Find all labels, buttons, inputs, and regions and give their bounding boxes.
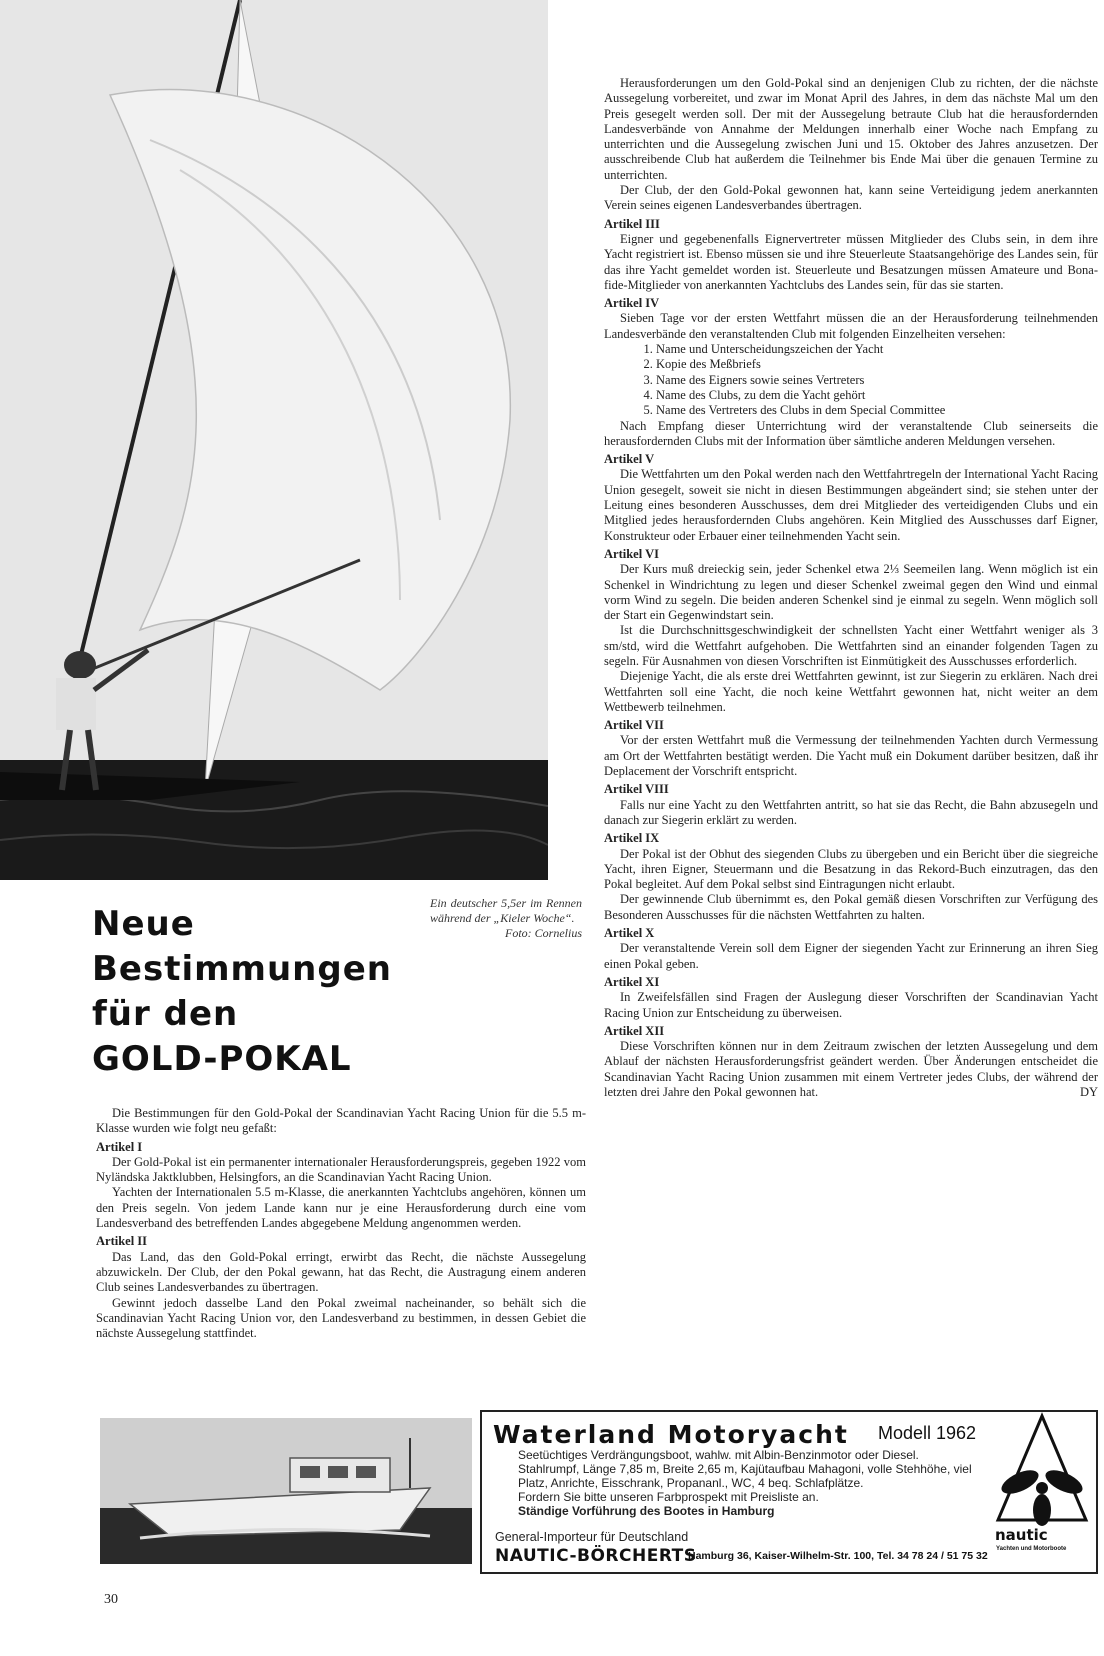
article-heading: Artikel XI	[604, 974, 660, 989]
sailing-photo-illustration	[0, 0, 548, 880]
logo-word: nautic	[995, 1526, 1048, 1544]
article-heading: Artikel II	[96, 1234, 148, 1249]
article-paragraph: Der Kurs muß dreieckig sein, jeder Schenkel etwa 2⅓ Seemeilen lang. Wenn möglich ist ein Schenkel in Windrichtung zu legen und dieser Schenkel zweimal gegen den Wind und einmal vorm Wind zu segeln. Die beiden anderen Schenkel sind je einmal zu segeln. Wenn möglich soll der Start ein Gegenwindstart sein.	[604, 562, 1098, 623]
article-paragraph: Das Land, das den Gold-Pokal erringt, erwirbt das Recht, die nächste Aussegelung abzuwickeln. Der Club, der den Pokal gewann, hat das Recht, die Austragung einem anderen Club seines Landesverbandes zu übertragen.	[96, 1249, 586, 1295]
article-paragraph	[604, 1039, 1098, 1100]
article-paragraph: Herausforderungen um den Gold-Pokal sind an denjenigen Club zu richten, der die nächste Aussegelung vorbereitet, und zwar im Monat April des Jahres, in dem das nächste Mal um den Preis gesegelt werden soll. Der mit der Aussegelung betraute Club hat die herausfordernden Landesverbände von Annahme der Meldungen innerhalb einer Woche nach Empfang zu unterrichten und die Aussegelung zwischen Juni und 15. Oktober des Jahres anzusetzen. Der ausschreibende Club hat außerdem die Teilnehmer bis Ende Mai über die genauen Termine zu unterrichten.	[604, 76, 1098, 182]
ad-address: Hamburg 36, Kaiser-Wilhelm-Str. 100, Tel. 34 78 24 / 51 75 32	[688, 1550, 988, 1562]
article-paragraph: Eigner und gegebenenfalls Eignervertreter müssen Mitglieder des Clubs sein, in dem ihre Yacht registriert ist. Ebenso müssen sie und ihre Steuerleute Staatsangehörige des Landes sein, für das ihre Yacht gemeldet worden ist. Steuerleute und Besatzungen müssen Amateure und Bona-fide-Mitglieder von anerkannten Yachtclubs des Landes sein, für das sie starten.	[604, 231, 1098, 292]
list-item: 2. Kopie des Meßbriefs	[656, 357, 1098, 372]
page-number: 30	[104, 1592, 118, 1607]
article-heading: Artikel IX	[604, 831, 660, 846]
article-heading: Artikel XII	[604, 1023, 665, 1038]
ad-description-block	[518, 1448, 978, 1518]
author-signature: DY	[1079, 1085, 1098, 1099]
list-item: 5. Name des Vertreters des Clubs in dem Special Committee	[656, 403, 1098, 418]
logo-subtitle: Yachten und Motorboote	[996, 1546, 1067, 1552]
article-paragraph: Sieben Tage vor der ersten Wettfahrt müssen die an der Herausforderung teilnehmenden Landesverbände den veranstaltenden Club mit folgenden Einzelheiten versehen:	[604, 311, 1098, 341]
ad-importer-name: NAUTIC-BÖRCHERTS	[495, 1546, 697, 1566]
ad-title: Waterland Motoryacht	[493, 1420, 849, 1449]
article-heading: Artikel V	[604, 452, 655, 467]
article-paragraph: Diejenige Yacht, die als erste drei Wettfahrten gewinnt, ist zur Siegerin zu erklären. Nach drei Wettfahrten soll eine Yacht, die noch keine Wettfahrt gewonnen hat, nicht weiter an dem Wettbewerb teilnehmen.	[604, 669, 1098, 714]
list-item: 4. Name des Clubs, zu dem die Yacht gehört	[656, 388, 1098, 403]
motor-yacht-illustration	[100, 1418, 472, 1564]
headline-line-1: Neue	[92, 904, 195, 944]
article-heading: Artikel I	[96, 1139, 143, 1154]
article-paragraph: Nach Empfang dieser Unterrichtung wird der veranstaltende Club seinerseits die herausfordernden Clubs mit der Information über sämtliche anderen Meldungen versehen.	[604, 418, 1098, 448]
list-item: 3. Name des Eigners sowie seines Vertreters	[656, 373, 1098, 388]
article-paragraph: Die Wettfahrten um den Pokal werden nach den Wettfahrtregeln der International Yacht Racing Union gesegelt, soweit sie nicht in diesen Bestimmungen abgeändert sind; sie stehen unter der Leitung eines besonderen Ausschusses, dem drei Mitglieder des verteidigenden Clubs und ein Mitglied jedes herausfordernden Clubs angehören. Kein Mitglied des Ausschusses darf Eigner, Konstrukteur oder Erbauer einer teilnehmenden Yacht sein.	[604, 467, 1098, 543]
article-paragraph: Vor der ersten Wettfahrt muß die Vermessung der teilnehmenden Yachten durch Vermessung am Ort der Wettfahrten bestätigt werden. Die Yacht muß ein Dokument darüber besitzen, daß ihr Deplacement der Vorschrift entspricht.	[604, 733, 1098, 779]
article-paragraph: Yachten der Internationalen 5.5 m-Klasse, die anerkannten Yachtclubs angehören, können um den Preis segeln. Von jedem Lande kann nur je eine Herausforderung durch eine vom Landesverband des betreffenden Landes abgegebene Meldung angenommen werden.	[96, 1185, 586, 1231]
ad-call-to-action: Fordern Sie bitte unseren Farbprospekt mit Preisliste an.	[518, 1490, 819, 1504]
article-heading: Artikel VII	[604, 718, 664, 733]
headline-line-3: für den	[92, 994, 239, 1034]
article-paragraph: Der Gold-Pokal ist ein permanenter internationaler Herausforderungspreis, gegeben 1922 vom Nyländska Jaktklubben, Helsingfors, an die Scandinavian Yacht Racing Union.	[96, 1154, 586, 1185]
article-column-left	[96, 1106, 586, 1341]
list-item: 1. Name und Unterscheidungszeichen der Yacht	[656, 342, 1098, 357]
article-paragraph: Der Club, der den Gold-Pokal gewonnen hat, kann seine Verteidigung jedem anerkannten Verein seines eigenen Landesverbandes übertragen.	[604, 183, 1098, 213]
article-paragraph: In Zweifelsfällen sind Fragen der Auslegung dieser Vorschriften der Scandinavian Yacht Racing Union zur Entscheidung zu überweisen.	[604, 990, 1098, 1020]
headline-line-2: Bestimmungen	[92, 949, 392, 989]
ad-model: Modell 1962	[878, 1423, 977, 1443]
caption-text: Ein deutscher 5,5er im Rennen während der „Kieler Woche“.	[430, 896, 582, 925]
article-paragraph: Der gewinnende Club übernimmt es, den Pokal gemäß diesen Vorschriften zur Verfügung des Besonderen Ausschusses für die nächsten Wettfahrten zu halten.	[604, 892, 1098, 922]
article-paragraph: Der Pokal ist der Obhut des siegenden Clubs zu übergeben und ein Bericht über die siegreiche Yacht, ihren Eigner, Steuermann und die Besatzung in das Rekord-Buch einzutragen, das den Pokal begleitet. Auf dem Pokal selbst sind Eintragungen nicht erlaubt.	[604, 846, 1098, 892]
article-heading: Artikel IV	[604, 296, 660, 311]
article-heading: Artikel VIII	[604, 782, 669, 797]
sailing-photo	[0, 0, 548, 880]
article-headline	[92, 902, 392, 1082]
article-paragraph: Der veranstaltende Verein soll dem Eigner der siegenden Yacht zur Erinnerung an ihren Sieg einen Pokal geben.	[604, 941, 1098, 971]
headline-line-4: GOLD-POKAL	[92, 1039, 352, 1079]
article-column-right	[604, 76, 1098, 1100]
ad-boat-photo	[100, 1418, 472, 1564]
article-intro: Die Bestimmungen für den Gold-Pokal der Scandinavian Yacht Racing Union für die 5.5 m-Klasse wurden wie folgt neu gefaßt:	[96, 1106, 586, 1136]
required-details-list	[604, 342, 1098, 418]
article-heading: Artikel VI	[604, 546, 659, 561]
article-heading: Artikel III	[604, 216, 660, 231]
article-paragraph: Gewinnt jedoch dasselbe Land den Pokal zweimal nacheinander, so behält sich die Scandinavian Yacht Racing Union vor, den Landesverband zu bestimmen, in dessen Gebiet die nächste Aussegelung stattfindet.	[96, 1295, 586, 1341]
ad-showing-note: Ständige Vorführung des Bootes in Hamburg	[518, 1504, 775, 1518]
article-text: Diese Vorschriften können nur in dem Zeitraum zwischen der letzten Aussegelung und dem Ablauf der nächsten Herausforderungsfrist geändert werden. Über Änderungen entscheidet die Scandinavian Yacht Racing Union zusammen mit einem Vertreter jedes Clubs, der während der letzten drei Jahre den Pokal gewonnen hat.	[604, 1039, 1098, 1099]
article-paragraph: Falls nur eine Yacht zu den Wettfahrten antritt, so hat sie das Recht, die Bahn abzusegeln und danach zur Siegerin erklärt zu werden.	[604, 797, 1098, 827]
ad-importer-label: General-Importeur für Deutschland	[495, 1530, 689, 1544]
ad-description: Seetüchtiges Verdrängungsboot, wahlw. mit Albin-Benzinmotor oder Diesel. Stahlrumpf, Länge 7,85 m, Breite 2,65 m, Kajütaufbau Mahagoni, volle Stehhöhe, viel Platz, Anrichte, Eisschrank, Propananl., WC, 4 beq. Schlafplätze.	[518, 1448, 972, 1490]
photo-credit: Foto: Cornelius	[505, 926, 582, 940]
article-paragraph: Ist die Durchschnittsgeschwindigkeit der schnellsten Yacht einer Wettfahrt weniger als 3 sm/std, wird die Wettfahrt aufgehoben. Die Wettfahrten sind an einander folgenden Tagen zu segeln. Für Ausnahmen von diesen Vorschriften ist Einmütigkeit des Ausschusses erforderlich.	[604, 623, 1098, 668]
article-heading: Artikel X	[604, 926, 655, 941]
photo-caption	[430, 896, 582, 941]
